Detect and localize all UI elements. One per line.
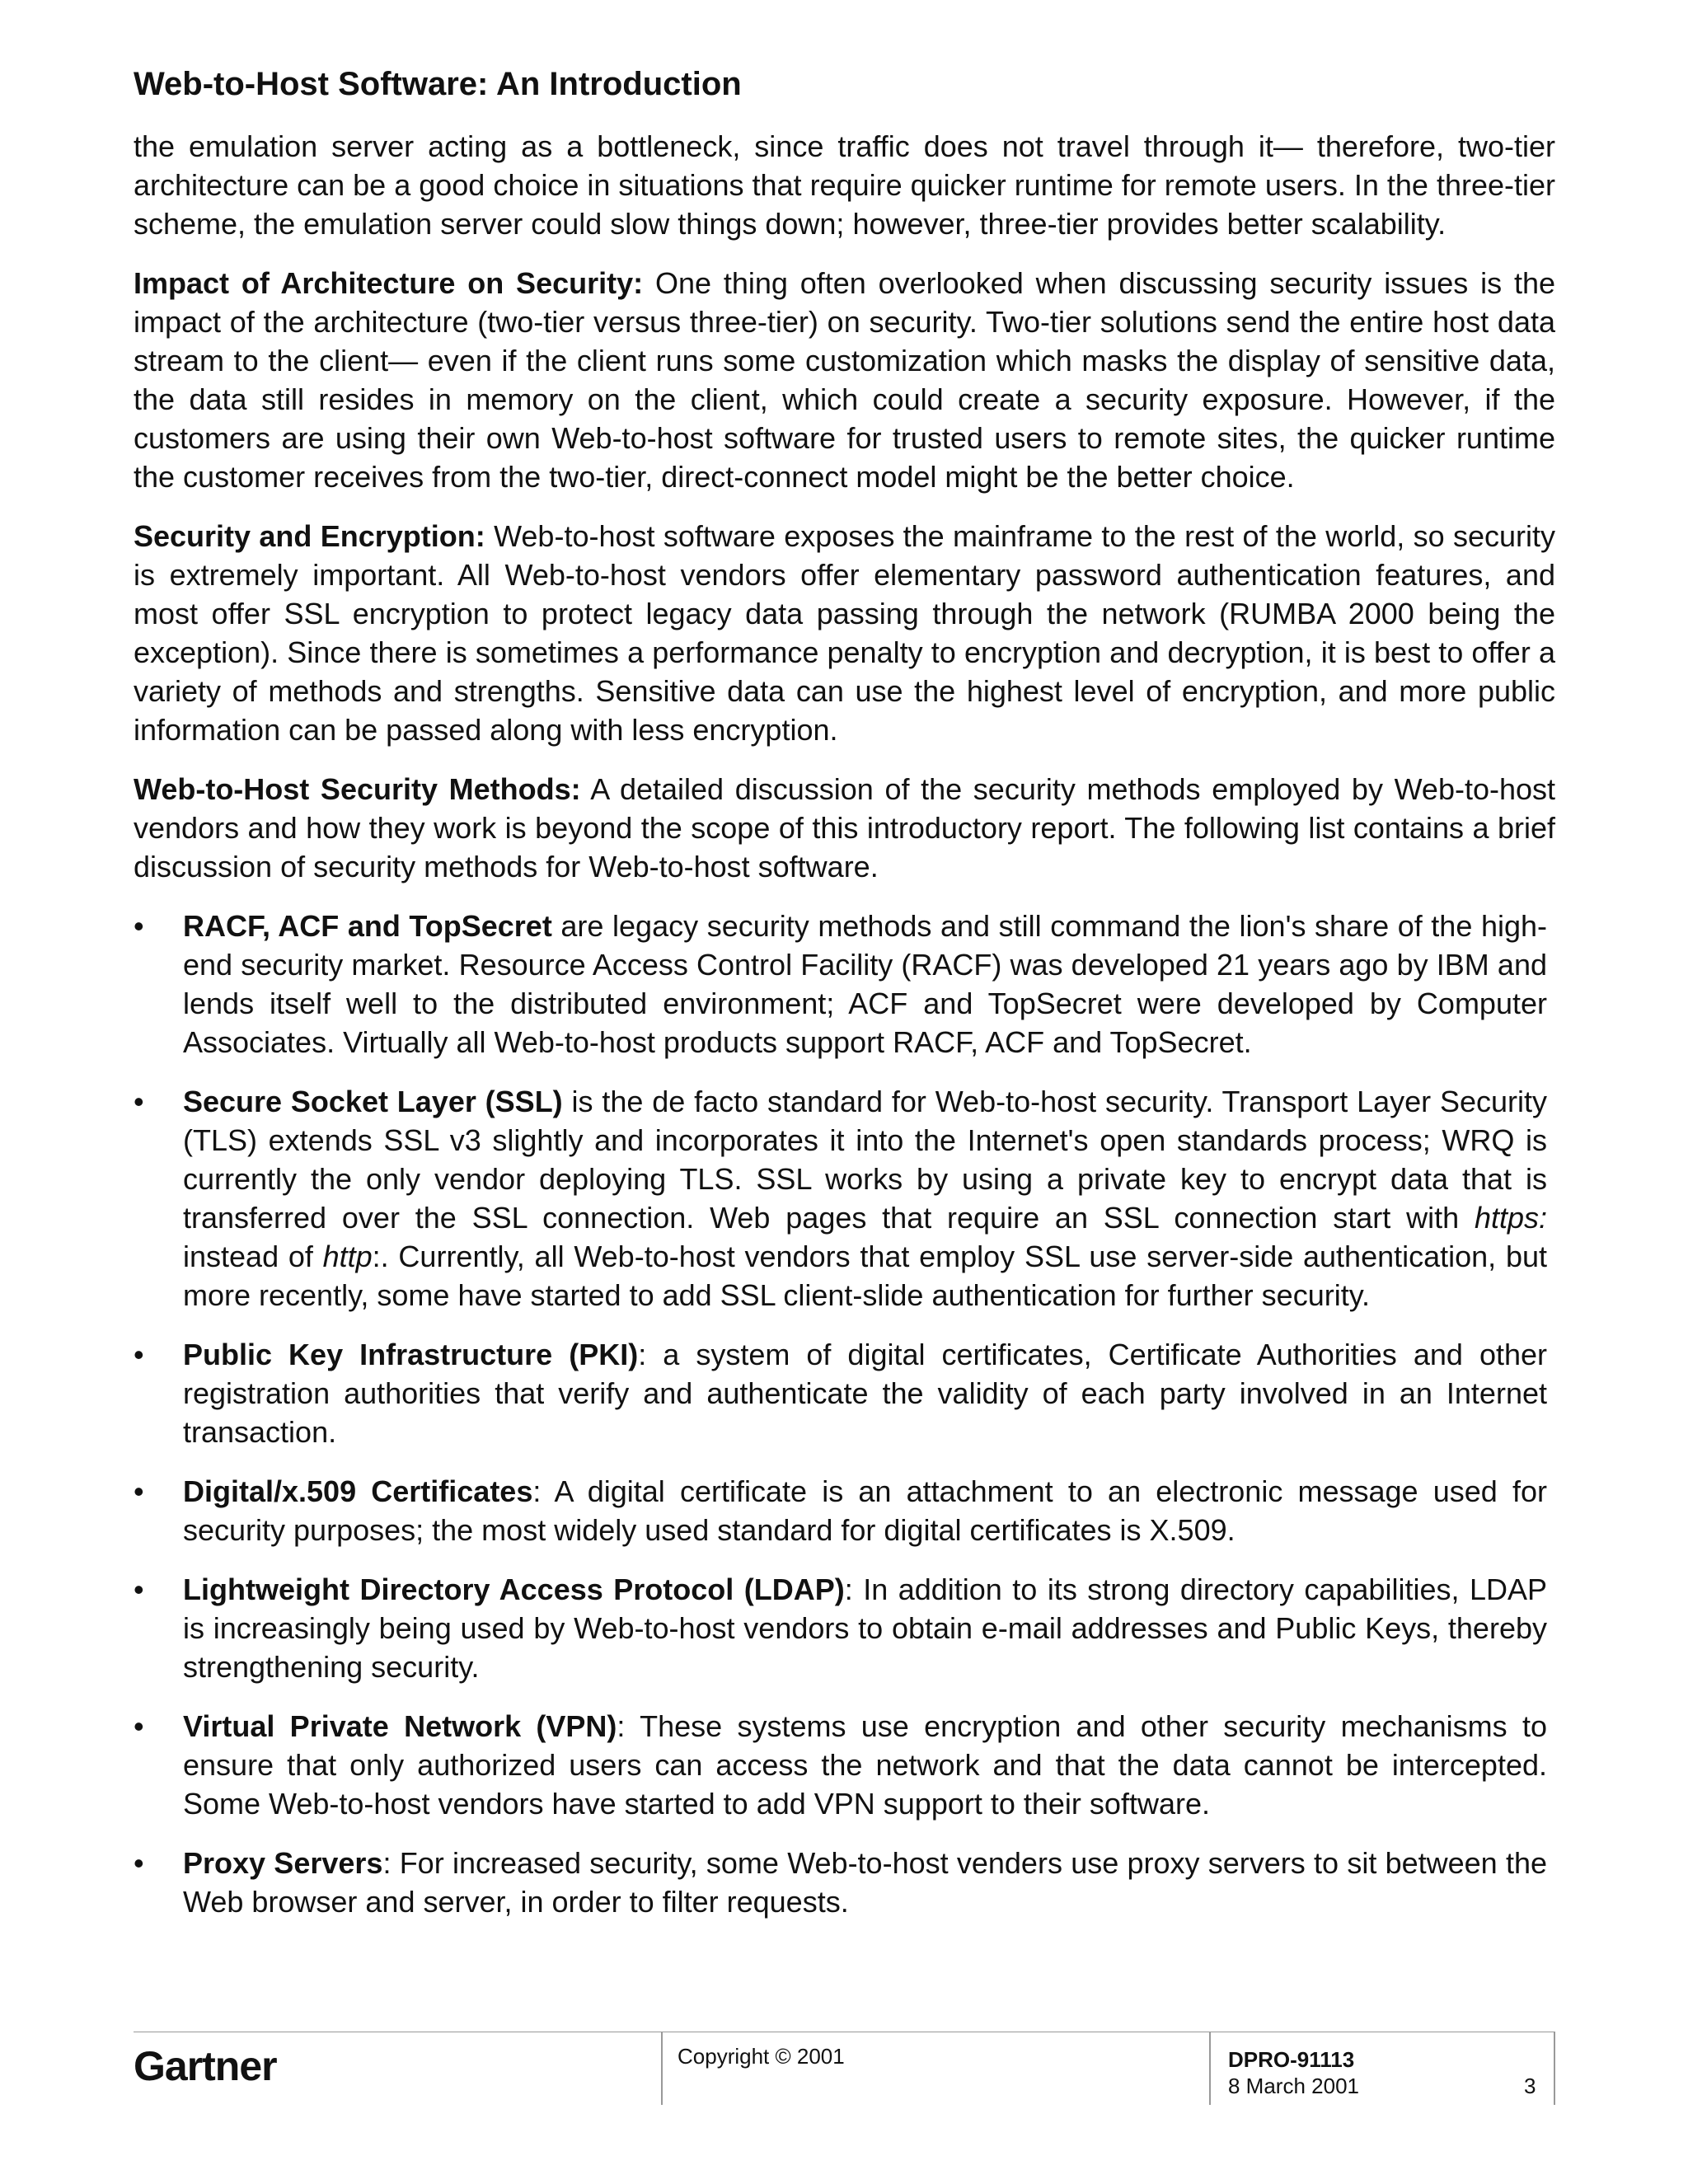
bullet-icon: • xyxy=(134,1474,144,1508)
paragraph-text: Web-to-host software exposes the mainframe to the rest of the world, so security is extremely important. All Web-to-host vendors offer elementary password authentication features, and most offer SSL encryption to protect legacy data passing through the network (RUMBA 2000 being the exception). Since there is sometimes a performance penalty to encryption and decryption, it is best to offer a variety of methods and strengths. Sensitive data can use the highest level of encryption, and more public information can be passed along with less encryption. xyxy=(134,519,1555,747)
paragraph-lead: Impact of Architecture on Security: xyxy=(134,266,644,300)
footer-divider xyxy=(661,2032,663,2105)
document-id: DPRO-91113 xyxy=(1228,2047,1355,2072)
paragraph-lead: Security and Encryption: xyxy=(134,519,485,553)
bullet-icon: • xyxy=(134,1572,144,1606)
list-item-text: is the de facto standard for Web-to-host security. Transport Layer Security (TLS) extends SSL v3 slightly and incorporates it into the Internet's open standards process; WRQ is currently the only vendor deploying TLS. SSL works by using a private key to encrypt data that is transferred over the SSL connection. Web pages that require an SSL connection start with xyxy=(183,1085,1547,1235)
footer-divider xyxy=(1554,2032,1555,2105)
list-item-text: : For increased security, some Web-to-host venders use proxy servers to sit between the Web browser and server, in order to filter requests. xyxy=(183,1846,1547,1919)
paragraph-architecture-continued xyxy=(134,127,1555,243)
bullet-icon: • xyxy=(134,1338,144,1371)
list-item-lead: Secure Socket Layer (SSL) xyxy=(183,1085,563,1118)
list-item-text: :. Currently, all Web-to-host vendors that employ SSL use server-side authentication, but more recently, some have started to add SSL client-slide authentication for further security. xyxy=(183,1240,1547,1312)
bullet-icon: • xyxy=(134,1085,144,1118)
paragraph-text: the emulation server acting as a bottleneck, since traffic does not travel through it— therefore, two-tier architecture can be a good choice in situations that require quicker runtime for remote users. In the three-tier scheme, the emulation server could slow things down; however, three-tier provides better scalability. xyxy=(134,129,1555,241)
paragraph-security-encryption xyxy=(134,517,1555,749)
security-methods-list xyxy=(134,907,1547,1921)
list-item-lead: Lightweight Directory Access Protocol (LDAP) xyxy=(183,1572,845,1606)
page-number: 3 xyxy=(1524,2074,1536,2098)
paragraph-text: A detailed discussion of the security methods employed by Web-to-host vendors and how they work is beyond the scope of this introductory report. The following list contains a brief discussion of security methods for Web-to-host software. xyxy=(134,772,1556,883)
list-item-pki xyxy=(134,1335,1547,1451)
list-item-text: : These systems use encryption and other security mechanisms to ensure that only authorized users can access the network and that the data cannot be intercepted. Some Web-to-host vendors have started to add VPN support to their software. xyxy=(183,1709,1547,1821)
list-item-emphasis: http xyxy=(322,1240,373,1273)
list-item-racf xyxy=(134,907,1547,1062)
list-item-proxy xyxy=(134,1844,1547,1921)
document-page xyxy=(134,58,1555,1942)
list-item-lead: Public Key Infrastructure (PKI) xyxy=(183,1338,639,1371)
paragraph-lead: Web-to-Host Security Methods: xyxy=(134,772,581,806)
paragraph-security-methods xyxy=(134,770,1555,886)
gartner-logo: Gartner xyxy=(134,2043,277,2089)
list-item-text: instead of xyxy=(183,1240,323,1273)
list-item-lead: Digital/x.509 Certificates xyxy=(183,1474,533,1508)
footer-divider xyxy=(1209,2032,1211,2105)
list-item-certificates xyxy=(134,1472,1547,1549)
bullet-icon: • xyxy=(134,909,144,943)
list-item-lead: Proxy Servers xyxy=(183,1846,383,1880)
page-footer xyxy=(134,2032,1555,2105)
list-item-ssl xyxy=(134,1082,1547,1315)
list-item-ldap xyxy=(134,1570,1547,1686)
list-item-vpn xyxy=(134,1707,1547,1823)
list-item-emphasis: https: xyxy=(1474,1201,1547,1235)
paragraph-text: One thing often overlooked when discussing security issues is the impact of the architecture (two-tier versus three-tier) on security. Two-tier solutions send the entire host data stream to the client— even if the client runs some customization which masks the display of sensitive data, the data still resides in memory on the client, which could create a security exposure. However, if the customers are using their own Web-to-host software for trusted users to remote sites, the quicker runtime the customer receives from the two-tier, direct-connect model might be the better choice. xyxy=(134,266,1555,494)
list-item-text: : A digital certificate is an attachment to an electronic message used for security purposes; the most widely used standard for digital certificates is X.509. xyxy=(183,1474,1547,1547)
bullet-icon: • xyxy=(134,1709,144,1743)
copyright-notice: Copyright © 2001 xyxy=(678,2044,845,2069)
list-item-text: are legacy security methods and still command the lion's share of the high-end security market. Resource Access Control Facility (RACF) was developed 21 years ago by IBM and lends itself well to the distributed environment; ACF and TopSecret were developed by Computer Associates. Virtually all Web-to-host products support RACF, ACF and TopSecret. xyxy=(183,909,1547,1059)
list-item-lead: Virtual Private Network (VPN) xyxy=(183,1709,617,1743)
list-item-text: : a system of digital certificates, Certificate Authorities and other registration authorities that verify and authenticate the validity of each party involved in an Internet transaction. xyxy=(183,1338,1547,1449)
list-item-lead: RACF, ACF and TopSecret xyxy=(183,909,552,943)
bullet-icon: • xyxy=(134,1846,144,1880)
list-item-text: : In addition to its strong directory capabilities, LDAP is increasingly being used by Web-to-host vendors to obtain e-mail addresses and Public Keys, thereby strengthening security. xyxy=(183,1572,1547,1684)
document-title: Web-to-Host Software: An Introduction xyxy=(134,66,742,102)
publication-date: 8 March 2001 xyxy=(1228,2074,1359,2098)
paragraph-architecture-security xyxy=(134,264,1555,496)
